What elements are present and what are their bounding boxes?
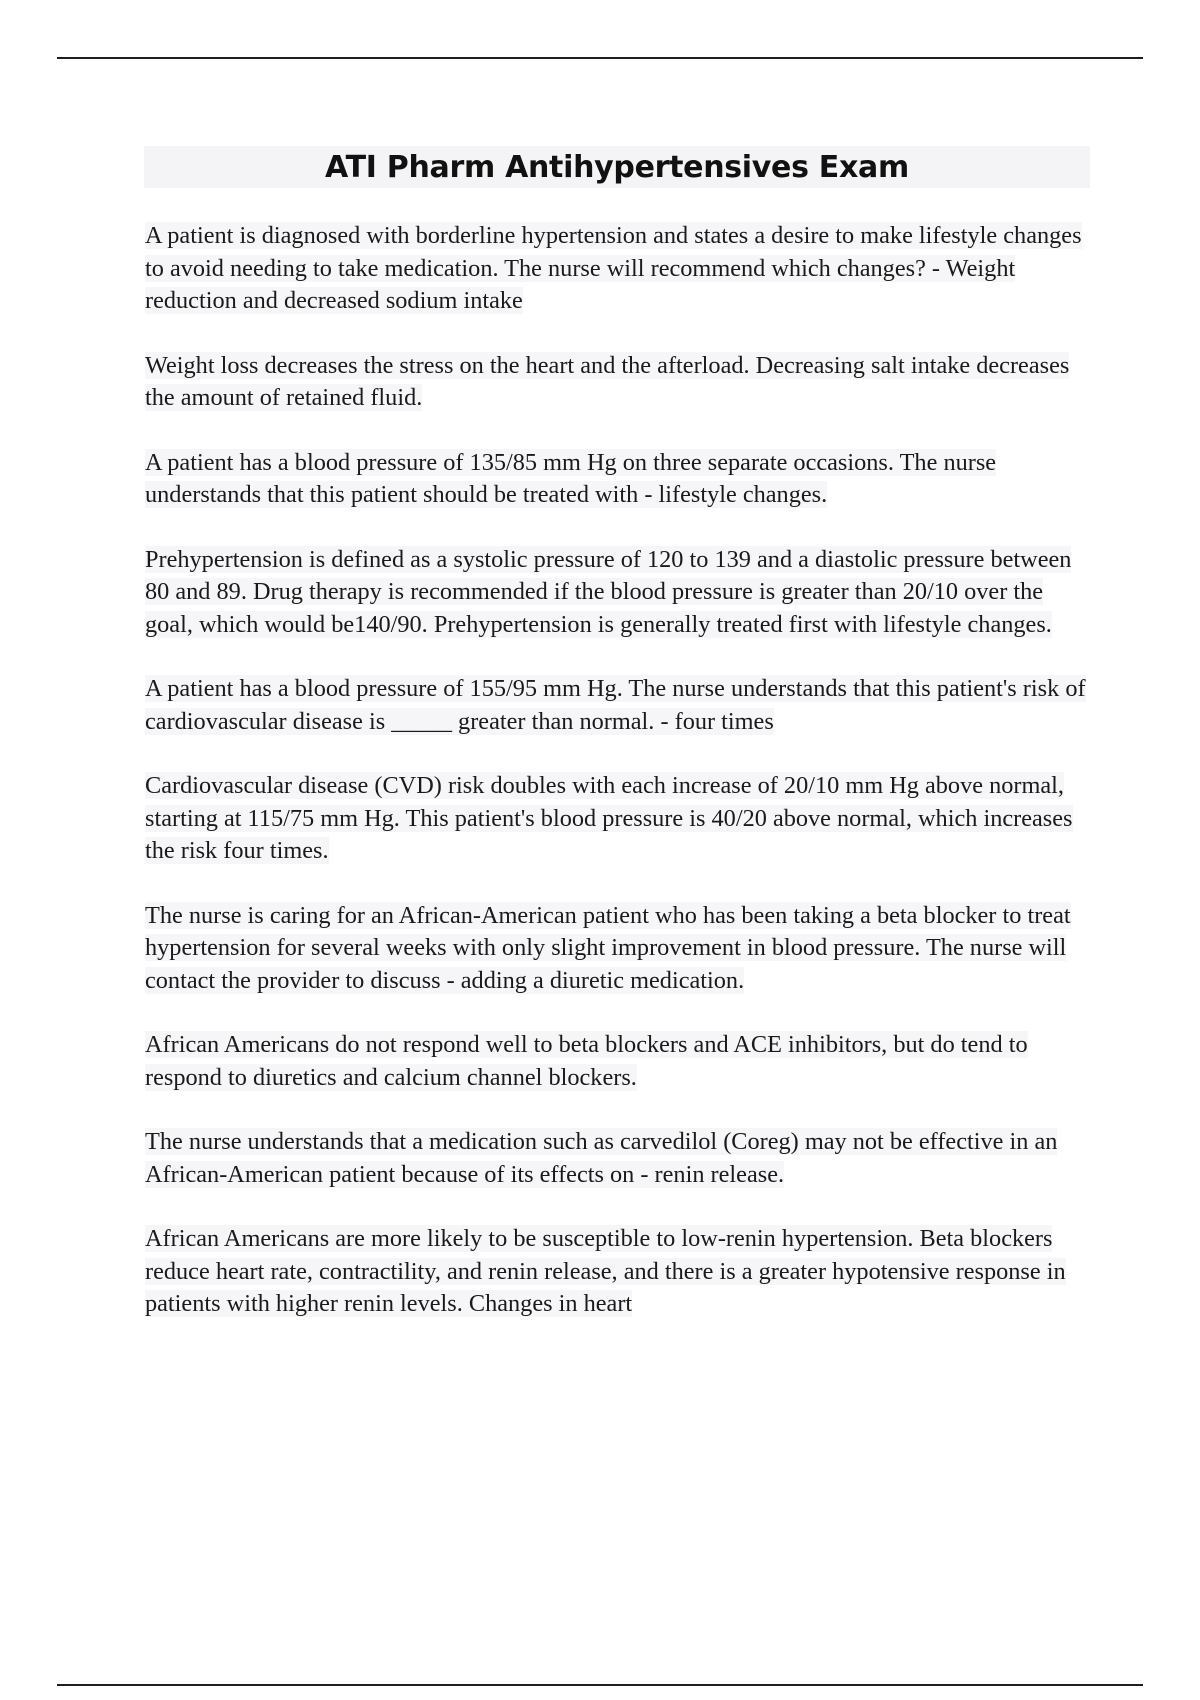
paragraph-8-text: African Americans do not respond well to beta blockers and ACE inhibitors, but do tend to respond to diuretics and calcium channel blockers. xyxy=(145,1031,1028,1091)
paragraph-3-text: A patient has a blood pressure of 135/85 mm Hg on three separate occasions. The nurse understands that this patient should be treated with - lifestyle changes. xyxy=(145,448,997,508)
paragraph-3 xyxy=(145,447,1090,512)
top-divider xyxy=(57,57,1143,59)
paragraph-6 xyxy=(145,770,1090,868)
paragraph-7-text: The nurse is caring for an African-American patient who has been taking a beta blocker to treat hypertension for several weeks with only slight improvement in blood pressure. The nurse will contact the provider to discuss - adding a diuretic medication. xyxy=(145,901,1071,994)
paragraph-9-text: The nurse understands that a medication such as carvedilol (Coreg) may not be effective in an African-American patient because of its effects on - renin release. xyxy=(145,1128,1058,1188)
paragraph-2 xyxy=(145,350,1090,415)
paragraph-10-text: African Americans are more likely to be susceptible to low-renin hypertension. Beta blockers reduce heart rate, contractility, and renin release, and there is a greater hypotensive response in patients with higher renin levels. Changes in heart xyxy=(145,1225,1066,1317)
paragraph-10 xyxy=(145,1223,1090,1321)
paragraph-2-text: Weight loss decreases the stress on the heart and the afterload. Decreasing salt intake decreases the amount of retained fluid. xyxy=(145,351,1070,411)
paragraph-5-text: A patient has a blood pressure of 155/95 mm Hg. The nurse understands that this patient's risk of cardiovascular disease is _____ greater than normal. - four times xyxy=(145,675,1086,735)
paragraph-8 xyxy=(145,1029,1090,1094)
paragraph-9 xyxy=(145,1126,1090,1191)
title-band xyxy=(144,146,1090,188)
paragraph-6-text: Cardiovascular disease (CVD) risk doubles with each increase of 20/10 mm Hg above normal, starting at 115/75 mm Hg. This patient's blood pressure is 40/20 above normal, which increases the risk four times. xyxy=(145,772,1073,864)
paragraph-4 xyxy=(145,544,1090,642)
document-body xyxy=(145,220,1090,1353)
paragraph-1 xyxy=(145,220,1090,318)
paragraph-1-text: A patient is diagnosed with borderline hypertension and states a desire to make lifestyle changes to avoid needing to take medication. The nurse will recommend which changes? - Weight reduction and decreased sodium intake xyxy=(145,222,1082,314)
paragraph-4-text: Prehypertension is defined as a systolic pressure of 120 to 139 and a diastolic pressure between 80 and 89. Drug therapy is recommended if the blood pressure is greater than 20/10 over the goal, which would be140/90. Prehypertension is generally treated first with lifestyle changes. xyxy=(145,545,1072,638)
paragraph-5 xyxy=(145,673,1090,738)
bottom-divider xyxy=(57,1684,1143,1686)
document-title: ATI Pharm Antihypertensives Exam xyxy=(325,149,909,185)
paragraph-7 xyxy=(145,900,1090,998)
